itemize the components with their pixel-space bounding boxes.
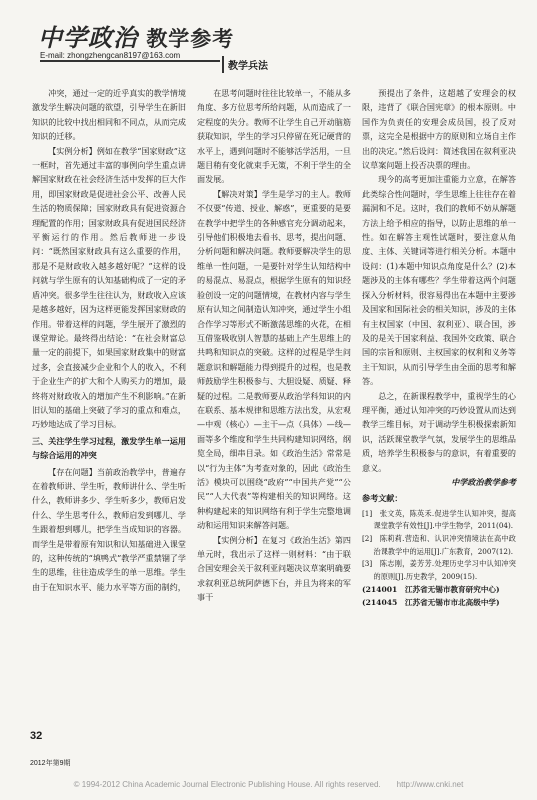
issue-label: 2012年第9期: [30, 760, 71, 767]
reference-item: [1] 张文英，陈英禾.促进学生认知冲突，提高课堂教学有效性[J].中学生物学，2011(04).: [362, 508, 516, 531]
paragraph: 现今的高考更加注重能力立意，在解答此类综合性问题时，学生思维上往往存在着漏洞和不足。这时，我们的教师不妨从解题方法上给予相应的指导，以防止思维的单一性。如在解答主观性试题时，要注意从角度、主体、关键词等进行相关分析。本题中设问：(1)本题中知识点角度是什么？(2)本题涉及的主体有哪些？学生带着这两个问题探入分析材料，很容易得出在本题中主要涉及国家和国际社会的相关知识，涉及的主体有主权国家（中国、叙利亚）、联合国，涉及的是关于国家利益、我国外交政策、联合国的宗旨和原则、主权国家的权利和义务等主干知识，从而引导学生由全面的思考和解答。: [362, 174, 516, 387]
references-heading: 参考文献：: [362, 493, 403, 504]
journal-header: [0, 0, 537, 78]
paragraph: 冲突，通过一定的近乎真实的教学情境激发学生解决问题的欲望，引导学生在新旧知识的比较中找出相同和不同点，从而完成知识的迁移。: [32, 88, 186, 142]
column-name: 教学兵法: [222, 56, 272, 73]
copyright-footer: © 1994-2012 China Academic Journal Electronic Publishing House. All rights reserved. http://www.cnki.net: [73, 780, 464, 789]
paragraph: 【存在问题】当前政治教学中，普遍存在着教师讲、学生听，教师讲什么、学生听什么，教师讲多少、学生听多少，教师启发什么、学生思考什么，教师启发到哪儿、学生跟着想到哪儿，把学生当成知识的容器。而学生是带着原有知识和认知基础进入课堂的，这种传统的“填鸭式”教学严重禁锢了学生的思维，往往造成学生的单一思维。学生由于在知识水平、能力水平等方面的制约，: [32, 466, 186, 592]
text-column-1: [32, 86, 186, 594]
paragraph: 【实例分析】在复习《政治生活》第四单元时，我出示了这样一则材料：“由于联合国安理会关于叙利亚问题决议草案明确要求叙利亚总统阿萨德下台，并且为将来的军事干: [197, 534, 351, 603]
reference-item: [3] 陈志刚，姜芳芳.处理历史学习中认知冲突的原则[J].历史教学，2009(15).: [362, 559, 516, 581]
text-column-2: [197, 86, 351, 605]
journal-logo: [38, 18, 234, 53]
journal-email: E-mail: zhongzhengcan8197@163.com: [40, 51, 181, 60]
section-heading: 三、关注学生学习过程，激发学生单一运用与综合运用的冲突: [32, 435, 186, 461]
paragraph: 总之，在新课程教学中，重视学生的心理平衡，通过认知冲突的巧妙设置从而达到教学三维目标，对于调动学生积极探索新知识，活跃课堂教学气氛，发展学生的思维品质，培养学生积极参与的意识，有着重要的意义。: [362, 390, 516, 473]
reference-item: [2] 陈莉莉.营造和、认识冲突情境法在高中政治课教学中的运用[J].广东教育，2007(12).: [362, 533, 516, 556]
header-rule: [40, 60, 220, 62]
journal-mark: 中学政治教学参考: [451, 476, 516, 487]
paragraph: 在思考问题时往往比较单一，不能从多角度、多方位思考所给问题，从而造成了一定程度的失分。教师不让学生自己开动脑筋获取知识，学生的学习只停留在死记硬背的水平上，遇到问题时不能够活学活用，一旦题目稍有变化就束手无策，不利于学生的全面发展。: [197, 88, 351, 185]
author-affiliation: (214045 江苏省无锡市市北高级中学): [362, 598, 500, 608]
author-affiliation: (214001 江苏省无锡市教育研究中心): [362, 585, 500, 595]
journal-logo-rest: 教学参考: [146, 27, 235, 51]
paragraph: 【实例分析】例如在教学“国家财政”这一框时，首先通过丰富的事例向学生重点讲解国家财政在社会经济生活中发挥的巨大作用，即国家财政是促进社会公平、改善人民生活的物质保障；国家财政具有促进资源合理配置的作用；国家财政具有促进国民经济平衡运行的作用。然后教师进一步设问：“既然国家财政具有这么重要的作用，那是不是财政收入越多越好呢？”这样的设问就与学生原有的认知基础构成了一定的矛盾冲突。很多学生往往认为，财政收入应该是越多越好，因为这样更能发挥国家财政的作用。带着这样的问题，学生展开了激烈的课堂辩论。最终得出结论：“在社会财富总量一定的前提下，如果国家财政集中的财富过多，会直接减少企业和个人的收入，不利于企业生产的扩大和个人购买力的增加，最终将对财政收入的增加产生不利影响。”在新旧认知的基础上突破了学习的重点和难点，巧妙地达成了学习目标。: [32, 145, 186, 430]
page-number: 32: [30, 730, 43, 742]
journal-logo-stylized: 中学政治: [38, 24, 138, 52]
paragraph: 预提出了条件，这超越了安理会的权限，违背了《联合国宪章》的根本原则。中国作为负责任的安理会成员国，投了反对票，这完全是根据中方的原则和立场自主作出的决定。”然后设问：简述我国在叙利亚决议草案问题上投否决票的理由。: [362, 88, 516, 171]
paragraph: 【解决对策】学生是学习的主人。教师不仅要“传道、授业、解惑”，更重要的是要在教学中把学生的各种感官充分调动起来，引导他们积极地去看书、思考，提出问题、分析问题和解决问题。教师要解决学生的思维单一性问题，一是要针对学生认知结构中的易混点、易混点，根据学生原有的知识经验创设一定的问题情境，在教材内容与学生原有认知之间制造认知冲突，通过学生小组合作学习等形式不断激荡思维的火花，在相互借鉴吸收别人智慧的基础上产生思维上的共鸣和知识点的突破。这样的过程是学生问题意识和解题能力得到提升的过程，也是教师鼓励学生积极参与、大胆设疑、质疑、释疑的过程。二是教师要从政治学科知识的内在联系、基本规律和思维方法出发，从宏观—中观（核心）—主干—点（具体）—线—面等多个维度和学生共同构建知识网络，纲览全局，细串目录。如《政治生活》常常是以“行为主体”为考查对象的，因此《政治生活》模块可以围绕“政府”“中国共产党”“公民”“人大代表”等构建相关的知识网络。这种构建起来的知识网络有利于学生完整地调动和运用知识来解答问题。: [197, 188, 351, 531]
text-column-3: [362, 86, 516, 609]
